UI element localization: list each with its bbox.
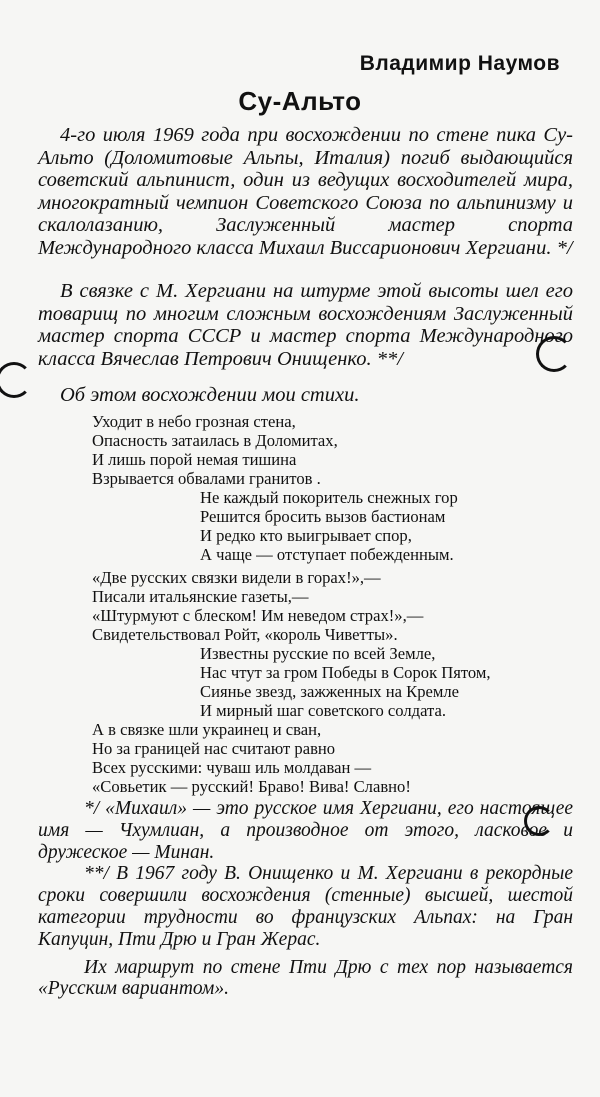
poem-stanza-5 (92, 720, 411, 796)
intro-paragraph-3 (38, 384, 573, 407)
footnotes (38, 798, 573, 1000)
intro-paragraph-1 (38, 124, 573, 260)
poem-line: «Совьетик — русский! Браво! Вива! Славно! (92, 777, 411, 796)
poem-line: «Штурмуют с блеском! Им неведом страх!»,— (92, 606, 424, 625)
intro-text: 4-го июля 1969 года при восхождении по стене пика Су-Альто (Доломитовые Альпы, Италия) погиб выдающийся советский альпинист, один из ведущих восходителей мира, многократный чемпион Советского Союза по альпинизму и скалолазанию, Заслуженный мастер спорта Международного класса Михаил Виссарионович Хергиани. */ (38, 124, 573, 259)
intro-text: Об этом восхождении мои стихи. (60, 384, 360, 406)
poem-line: Свидетельствовал Ройт, «король Чиветты». (92, 625, 398, 644)
poem-title: Су-Альто (238, 86, 362, 116)
poem-line: Решится бросить вызов бастионам (200, 507, 446, 526)
poem-stanza-1 (92, 412, 338, 488)
poem-line: А чаще — отступает побежденным. (200, 545, 454, 564)
poem-stanza-3 (92, 568, 423, 644)
poem-line: Писали итальянские газеты,— (92, 587, 309, 606)
footnote-1: */ «Михаил» — это русское имя Хергиани, его настоящее имя — Чхумлиан, а производное от этого, ласковое и дружеское — Минан. (38, 798, 573, 863)
poem-stanza-4 (200, 644, 491, 720)
poem-line: Нас чтут за гром Победы в Сорок Пятом, (200, 663, 491, 682)
intro-text: В связке с М. Хергиани на штурме этой высоты шел его товарищ по многим сложным восхождениям Заслуженный мастер спорта СССР и мастер спорта Международного класса Вячеслав Петрович Онищенко. **/ (38, 280, 573, 370)
poem-line: Взрывается обвалами гранитов . (92, 469, 321, 488)
author-name: Владимир Наумов (359, 52, 560, 75)
poem-stanza-2 (200, 488, 458, 564)
poem-line: Всех русскими: чуваш иль молдаван — (92, 758, 372, 777)
poem-line: Известны русские по всей Земле, (200, 644, 436, 663)
poem-line: И мирный шаг советского солдата. (200, 701, 446, 720)
poem-line: И лишь порой немая тишина (92, 450, 297, 469)
poem-line: Опасность затаилась в Доломитах, (92, 431, 338, 450)
closing-note: Их маршрут по стене Пти Дрю с тех пор называется «Русским вариантом». (38, 956, 573, 1000)
poem-line: Уходит в небо грозная стена, (92, 412, 296, 431)
poem-line: Сиянье звезд, зажженных на Кремле (200, 682, 460, 701)
poem-line: Но за границей нас считают равно (92, 739, 336, 758)
poem-line: «Две русских связки видели в горах!»,— (92, 568, 381, 587)
scan-hole-mark (536, 336, 572, 372)
poem-line: Не каждый покоритель снежных гор (200, 488, 458, 507)
scan-hole-mark (0, 362, 32, 398)
poem-line: А в связке шли украинец и сван, (92, 720, 322, 739)
intro-paragraph-2 (38, 280, 573, 370)
poem-line: И редко кто выигрывает спор, (200, 526, 412, 545)
footnote-2: **/ В 1967 году В. Онищенко и М. Хергиани в рекордные сроки совершили восхождения (стенные) высшей, шестой категории трудности во французских Альпах: на Гран Капуцин, Пти Дрю и Гран Жерас. (38, 863, 573, 950)
scan-hole-mark (524, 806, 554, 836)
